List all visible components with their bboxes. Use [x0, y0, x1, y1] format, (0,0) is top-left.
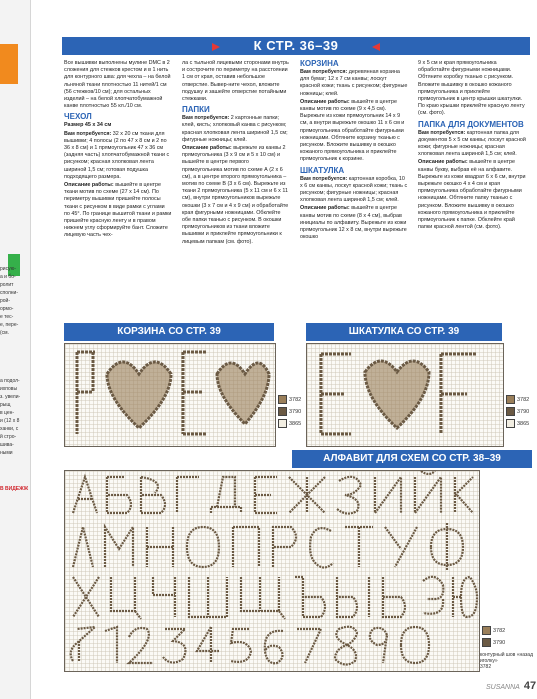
shkatulka-continuation: 9 х 5 см и края прямоугольника обработайте фигурными ножницами. Обтяните коробку тканью с рисунком. Вложите вышивку в окошко кожаного прямоугольника и приклейте прямоугольник в центр крышки шкатулки. По краю крышки приклейте красную ленту (см. фото). [418, 60, 525, 117]
legend-code: 3782 [289, 396, 302, 403]
strip-text: (см. [0, 330, 9, 336]
korzina-legend [278, 395, 301, 431]
text-column-4 [418, 60, 526, 232]
strip-text: рисую- [0, 266, 16, 272]
swatch-icon [506, 419, 515, 428]
previous-page-strip [0, 0, 31, 699]
triangle-right-icon [372, 43, 380, 51]
size-line: Размер 45 х 34 см [64, 122, 112, 129]
strip-tag: В ВИДЕЖЖ [0, 486, 29, 492]
text-column-3 [300, 57, 408, 242]
strip-text: сполни- [0, 290, 19, 296]
work-label: Описание работы: [418, 159, 468, 166]
heading-chehol: ЧЕХОЛ [64, 112, 92, 122]
heading-korzina: КОРЗИНА [300, 59, 339, 68]
swatch-icon [278, 407, 287, 416]
alphabet-legend [482, 626, 505, 650]
work-text: вышейте в центре канвы мотив по схеме (9 х 4,5 см). Вырежьте из кожи прямоугольник 14 х 9 см, а внутри вырежьте окошко 11 х 6 см и прямоугольника обработайте фигурными ножницами. Обтяните корзину тканью с рисунком. Вложите вышивку в окошко кожаного прямоугольника и приклейте прямоугольник к корзине. [300, 98, 405, 163]
strip-text: ханки, с [0, 426, 19, 432]
need-text: картонная папка для документов 5 х 5 см канвы; лоскут красной кожи; фигурные ножницы; красная хлопковая лента шириной 1,5 см; клей. [418, 129, 526, 158]
need-text: картонная коробка, 10 х 6 см канвы, лоскут красной кожи; ткань с рисунком; фигурные ножницы; красная хлопковая лента шириной 1,5 см; клей. [300, 175, 408, 204]
legend-code: 3790 [289, 408, 302, 415]
swatch-icon [278, 395, 287, 404]
intro-paragraph: Все вышивки выполнены мулине DMC в 2 сложения для стежков крестом и в 1 нить для контурного шва: для чехла – на белой льняной ткани плотностью 11 нитей/1 см (56 стежков/10 см); для остальных изделий – на белой хлопчатобумажной канве плотностью 55 кл./10 см. [64, 60, 171, 110]
page-number [486, 680, 536, 692]
shkatulka-chart-title: ШКАТУЛКА СО СТР. 39 [306, 323, 502, 341]
legend-code: 3790 [493, 639, 506, 646]
section-title: К СТР. 36–39 [253, 38, 339, 53]
heading-papki: ПАПКИ [182, 105, 210, 115]
work-label: Описание работы: [300, 98, 350, 105]
work-label: Описание работы: [64, 182, 114, 189]
strip-text: ихповы [0, 386, 18, 392]
strip-text: з. увели- [0, 394, 21, 400]
backstitch-note [480, 652, 536, 670]
strip-text: е тес- [0, 314, 14, 320]
legend-code: 3782 [493, 627, 506, 634]
need-label: Вам потребуется: [300, 175, 348, 182]
work-text: вышейте в центре канвы мотив по схеме (8 х 4 см), выбрав инициалы по алфавиту. Вырежьте из кожи прямоугольник 12 х 8 см, внутри вырежьте окошко [300, 205, 407, 241]
swatch-icon [482, 626, 491, 635]
strip-text: е, пере- [0, 322, 19, 328]
strip-text: в цен- [0, 410, 15, 416]
backstitch-note-code: 3782 [480, 664, 492, 670]
swatch-icon [278, 419, 287, 428]
shkatulka-chart-grid [306, 343, 504, 447]
alphabet-motif [65, 471, 479, 671]
strip-text: рыщ [0, 402, 11, 408]
strip-text: ными [0, 450, 13, 456]
alphabet-chart-title: АЛФАВИТ ДЛЯ СХЕМ СО СТР. 38–39 [292, 450, 532, 468]
text-column-2 [182, 60, 290, 247]
strip-text: ормо- [0, 306, 14, 312]
need-text: деревянная корзина для бумаг; 12 х 7 см канвы; лоскут красной кожи; ткань с рисунком; фигурные ножницы; клей. [300, 69, 408, 97]
green-tab [8, 254, 20, 276]
swatch-icon [482, 638, 491, 647]
strip-text: а подол- [0, 378, 20, 384]
need-label: Вам потребуется: [182, 115, 230, 122]
need-label: Вам потребуется: [64, 130, 112, 137]
strip-text: а и бо- [0, 274, 16, 280]
shkatulka-legend [506, 395, 529, 431]
need-text: 32 х 20 см ткани для вышивки; 4 полосы (2 по 47 х 8 см и 2 по 36 х 8 см) и 1 прямоугольник 47 х 36 см (задняя часть) хлопчатобумажной ткани с рисунком; красная хлопковая лента шириной 1,5 см; готовая подушка подходящего размера. [64, 130, 170, 180]
text-column-1 [64, 60, 172, 241]
shkatulka-motif [307, 344, 503, 446]
work-text: вышейте в центре канвы букву, выбрав её на алфавите. Вырежьте из кожи квадрат 6 х 6 см, внутри вырежьте окошко 4 х 4 см и края прямоугольника обработайте фигурными ножницами. Обтяните папку тканью с рисунком. Вложите вышивку в окошко кожаного прямоугольника и приклейте прямоугольник к папке. Обклейте край папки красной лентой (см. фото). [418, 159, 526, 231]
backstitch-note-text: контурный шов «назад иголку» [480, 652, 533, 664]
heading-docs: ПАПКА ДЛЯ ДОКУМЕНТОВ [418, 119, 524, 129]
swatch-icon [506, 395, 515, 404]
strip-text: ролит [0, 282, 15, 288]
brand-logo: SUSANNA [486, 684, 520, 691]
need-label: Вам потребуется: [418, 129, 466, 136]
work-text: вышейте в центре ткани мотив по схеме (27 х 14 см). По периметру вышивки пришейте полосы ткани с рисунком в виде рамки с углами по 45°. По границе вышитой ткани и рамки пришейте красную ленту и в правом нижнем углу сформируйте бант. Сложите лицевую часть чех- [64, 182, 172, 239]
strip-text: шива- [0, 442, 14, 448]
work-label: Описание работы: [182, 145, 232, 152]
legend-code: 3782 [517, 396, 530, 403]
strip-text: и (12 х 8 [0, 418, 20, 424]
korzina-chart-grid [64, 343, 276, 447]
work-label: Описание работы: [300, 205, 350, 212]
legend-code: 3790 [517, 408, 530, 415]
korzina-chart-title: КОРЗИНА СО СТР. 39 [64, 323, 274, 341]
korzina-motif [65, 344, 275, 446]
strip-text: й стро- [0, 434, 17, 440]
heading-shkatulka: ШКАТУЛКА [300, 165, 345, 175]
swatch-icon [506, 407, 515, 416]
page-number-value: 47 [523, 680, 537, 692]
section-header [62, 37, 530, 55]
chehol-continuation: ла с тыльной лицевыми сторонами внутрь и сострочите по периметру на расстоянии 1 см от края, оставив небольшое отверстие. Вывер-ните чехол, вложите подушку и зашейте отверстие потайными стежками. [182, 60, 289, 103]
alphabet-chart-grid [64, 470, 480, 672]
legend-code: 3865 [517, 420, 530, 427]
orange-tab [0, 44, 18, 84]
legend-code: 3865 [289, 420, 302, 427]
work-text: вырежьте из канвы 2 прямоугольника (3 х 9 см и 5 х 10 см) и вышейте в центре первого прямоугольника мотив по схеме А (2 х 6 см), а в центре второго прямоугольника – мотив по схеме B (3 х 6 см). Вырежьте из ткани 2 прямоугольника (5 х 11 см и 6 х 11 см), внутри прямоугольников вырежьте окошки (3 х 7 см и 4 х 9 см) и обработайте края фигурными ножницами. Обклейте обе папки тканью с рисунком. В окошки прямоугольников из ткани вложите вышивки и приклейте прямоугольники к лицевым папкам (см. фото). [182, 145, 289, 245]
strip-text: рой- [0, 298, 11, 304]
need-label: Вам потребуется: [300, 69, 348, 75]
need-text: 2 картонные папки; клей, кисть; хлопковый канва с рисунком; красная хлопковая лента шириной 1,5 см; фигурные ножницы; клей. [182, 115, 288, 143]
